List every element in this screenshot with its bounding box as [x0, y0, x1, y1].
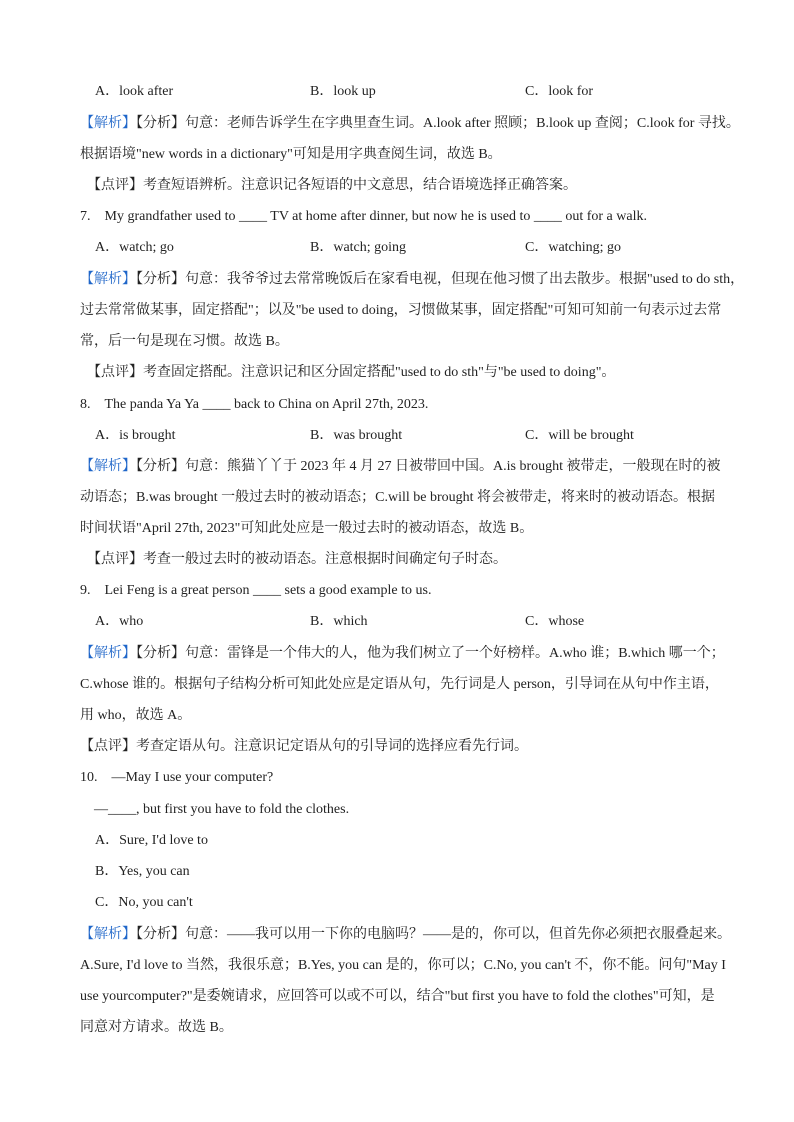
q10-analysis-line-3: use yourcomputer?"是委婉请求，应回答可以或不可以，结合"but first you have to fold the clothes"可知，是 [80, 989, 715, 1004]
q9-stem: 9. Lei Feng is a great person ____ sets a good example to us. [80, 583, 432, 598]
q7-analysis-line-2: 过去常常做某事，固定搭配"；以及"be used to doing，习惯做某事，固定搭配"可知可知前一句表示过去常 [80, 303, 722, 318]
analysis-tag: 【解析】 [80, 459, 136, 474]
analysis-tag: 【解析】 [80, 116, 136, 131]
q6-analysis-text-1: 句意：老师告诉学生在字典里查生词。A.look after 照顾；B.look up 查阅；C.look for 寻找。 [185, 116, 740, 131]
q8-analysis-line-2: 动语态；B.was brought 一般过去时的被动语态；C.will be brought 将会被带走，将来时的被动语态。根据 [80, 490, 716, 505]
q10-analysis-text-1: 句意：——我可以用一下你的电脑吗？——是的，你可以，但首先你必须把衣服叠起来。 [185, 927, 731, 942]
q7-option-c: C．watching; go [525, 240, 622, 255]
q9-analysis-line-3: 用 who，故选 A。 [80, 708, 192, 723]
fenxi-tag: 【分析】 [136, 459, 185, 474]
q6-comment: 【点评】考查短语辨析。注意识记各短语的中文意思，结合语境选择正确答案。 [87, 178, 577, 193]
q8-option-a: A．is brought [95, 428, 176, 443]
q9-comment: 【点评】考查定语从句。注意识记定语从句的引导词的选择应看先行词。 [80, 739, 528, 754]
q9-option-b: B．which [310, 614, 368, 629]
fenxi-tag: 【分析】 [136, 272, 185, 287]
q6-option-a: A．look after [95, 84, 174, 99]
analysis-tag: 【解析】 [80, 272, 136, 287]
q8-stem: 8. The panda Ya Ya ____ back to China on April 27th, 2023. [80, 397, 429, 412]
q9-analysis-line-2: C.whose 谁的。根据句子结构分析可知此处应是定语从句，先行词是人 person，引导词在从句中作主语， [80, 677, 719, 692]
q6-analysis-line-1 [80, 114, 740, 134]
q10-stem-line-2: —____, but first you have to fold the clothes. [94, 802, 350, 817]
fenxi-tag: 【分析】 [136, 116, 185, 131]
q6-options [0, 82, 794, 102]
q10-analysis-line-1 [80, 925, 734, 945]
q7-option-a: A．watch; go [95, 240, 174, 255]
q6-option-b: B．look up [310, 84, 376, 99]
q7-options [0, 238, 794, 258]
q7-analysis-text-1: 句意：我爷爷过去常常晚饭后在家看电视，但现在他习惯了出去散步。根据"used to do sth， [185, 272, 745, 287]
q10-analysis-line-4: 同意对方请求。故选 B。 [80, 1020, 233, 1035]
q8-analysis-line-3: 时间状语"April 27th, 2023"可知此处应是一般过去时的被动语态，故选 B。 [80, 521, 534, 536]
q6-option-c: C．look for [525, 84, 594, 99]
q7-stem: 7. My grandfather used to ____ TV at home after dinner, but now he is used to ____ out for a walk. [80, 209, 647, 224]
q9-analysis-line-1 [80, 644, 734, 664]
q8-analysis-text-1: 句意：熊猫丫丫于 2023 年 4 月 27 日被带回中国。A.is brought 被带走，一般现在时的被 [185, 459, 721, 474]
q6-analysis-line-2: 根据语境"new words in a dictionary"可知是用字典查阅生词，故选 B。 [80, 147, 502, 162]
fenxi-tag: 【分析】 [136, 927, 185, 942]
q7-analysis-line-3: 常，后一句是现在习惯。故选 B。 [80, 334, 289, 349]
q9-options [0, 612, 794, 632]
q10-option-b: B．Yes, you can [95, 864, 190, 879]
q8-option-b: B．was brought [310, 428, 403, 443]
q10-option-c: C．No, you can't [95, 895, 193, 910]
q7-analysis-line-1 [80, 270, 745, 290]
q10-analysis-line-2: A.Sure, I'd love to 当然，我很乐意；B.Yes, you can 是的，你可以；C.No, you can't 不，你不能。问句"May I [80, 958, 726, 973]
q8-comment: 【点评】考查一般过去时的被动语态。注意根据时间确定句子时态。 [87, 552, 507, 567]
analysis-tag: 【解析】 [80, 927, 136, 942]
q9-option-a: A．who [95, 614, 144, 629]
q8-option-c: C．will be brought [525, 428, 634, 443]
analysis-tag: 【解析】 [80, 646, 136, 661]
q7-option-b: B．watch; going [310, 240, 407, 255]
q8-analysis-line-1 [80, 457, 734, 477]
q9-analysis-text-1: 句意：雷锋是一个伟大的人，他为我们树立了一个好榜样。A.who 谁；B.which 哪一个； [185, 646, 725, 661]
q7-comment: 【点评】考查固定搭配。注意识记和区分固定搭配"used to do sth"与"be used to doing"。 [87, 365, 616, 380]
q10-option-a: A．Sure, I'd love to [95, 833, 208, 848]
q9-option-c: C．whose [525, 614, 585, 629]
q8-options [0, 426, 794, 446]
q10-stem-line-1: 10. —May I use your computer? [80, 770, 274, 785]
fenxi-tag: 【分析】 [136, 646, 185, 661]
